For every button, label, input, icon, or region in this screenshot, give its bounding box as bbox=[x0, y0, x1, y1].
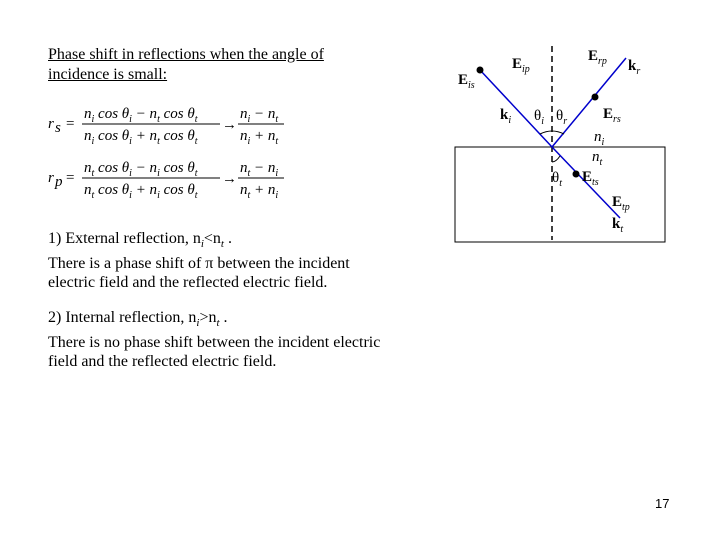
rs-symbol: r bbox=[48, 116, 54, 132]
label-e-rs: $E_{rs}$ bbox=[603, 106, 621, 125]
rp-equals: = bbox=[66, 170, 75, 186]
rs-numerator: $n_i$ $\cos \theta_i - n_t$ $\cos \theta_t$ bbox=[84, 106, 198, 125]
label-e-rp: $E_{rp}$ bbox=[588, 48, 607, 67]
transmission-medium bbox=[455, 147, 665, 242]
rs-limit-denominator: $n_i + n_t$ bbox=[240, 128, 279, 147]
label-theta-t: $\theta_t$ bbox=[552, 170, 562, 189]
rp-limit-denominator: $n_t + n_i$ bbox=[240, 182, 279, 201]
rp-arrow: → bbox=[222, 171, 237, 187]
rp-subscript: p bbox=[55, 174, 63, 190]
reflection-diagram bbox=[440, 40, 680, 255]
page-number: 17 bbox=[655, 496, 670, 511]
incidence-reflection-arc bbox=[540, 131, 564, 134]
external-reflection-heading: 1) External reflection, $n_i<n_t$ . bbox=[48, 230, 232, 251]
label-e-ip: $E_{ip}$ bbox=[512, 56, 530, 75]
rs-arrow: → bbox=[222, 117, 237, 133]
rp-numerator: $n_t$ $\cos \theta_i - n_i$ $\cos \theta_t$ bbox=[84, 160, 198, 179]
e-is-dot bbox=[477, 67, 484, 74]
label-theta-i: $\theta_i$ bbox=[534, 108, 544, 127]
internal-reflection-note bbox=[48, 308, 428, 371]
label-e-tp: $E_{tp}$ bbox=[612, 194, 630, 213]
fresnel-equations bbox=[44, 98, 294, 203]
rp-limit-numerator: $n_t - n_i$ bbox=[240, 160, 279, 179]
label-theta-r: $\theta_r$ bbox=[556, 108, 568, 127]
rs-equals: = bbox=[66, 116, 75, 132]
rs-denominator: $n_i$ $\cos \theta_i + n_t$ $\cos \theta_t$ bbox=[84, 128, 198, 147]
external-reflection-line2: There is a phase shift of π between the incident bbox=[48, 255, 350, 273]
external-reflection-note bbox=[48, 229, 428, 292]
incident-ray bbox=[480, 70, 552, 147]
label-k-t: $k_t$ bbox=[612, 216, 624, 235]
label-n-t: $n_t$ bbox=[592, 149, 603, 168]
rp-denominator: $n_t$ $\cos \theta_i + n_i$ $\cos \theta_t$ bbox=[84, 182, 198, 201]
label-n-i: $n_i$ bbox=[594, 129, 605, 148]
label-k-i: $k_i$ bbox=[500, 107, 512, 126]
internal-reflection-line2: There is no phase shift between the incident electric bbox=[48, 334, 381, 352]
e-rs-dot bbox=[592, 94, 599, 101]
rs-limit-numerator: $n_i - n_t$ bbox=[240, 106, 279, 125]
rs-subscript: s bbox=[55, 120, 61, 136]
e-ts-dot bbox=[573, 171, 580, 178]
internal-reflection-line3: field and the reflected electric field. bbox=[48, 353, 277, 371]
slide-title: Phase shift in reflections when the angle of incidence is small: bbox=[48, 46, 324, 83]
rp-symbol: r bbox=[48, 170, 54, 186]
internal-reflection-heading: 2) Internal reflection, $n_i>n_t$ . bbox=[48, 309, 228, 330]
label-e-is: $E_{is}$ bbox=[458, 72, 475, 91]
label-e-ts: $E_{ts}$ bbox=[582, 169, 599, 188]
external-reflection-line3: electric field and the reflected electric field. bbox=[48, 274, 328, 292]
label-k-r: $k_r$ bbox=[628, 58, 641, 77]
